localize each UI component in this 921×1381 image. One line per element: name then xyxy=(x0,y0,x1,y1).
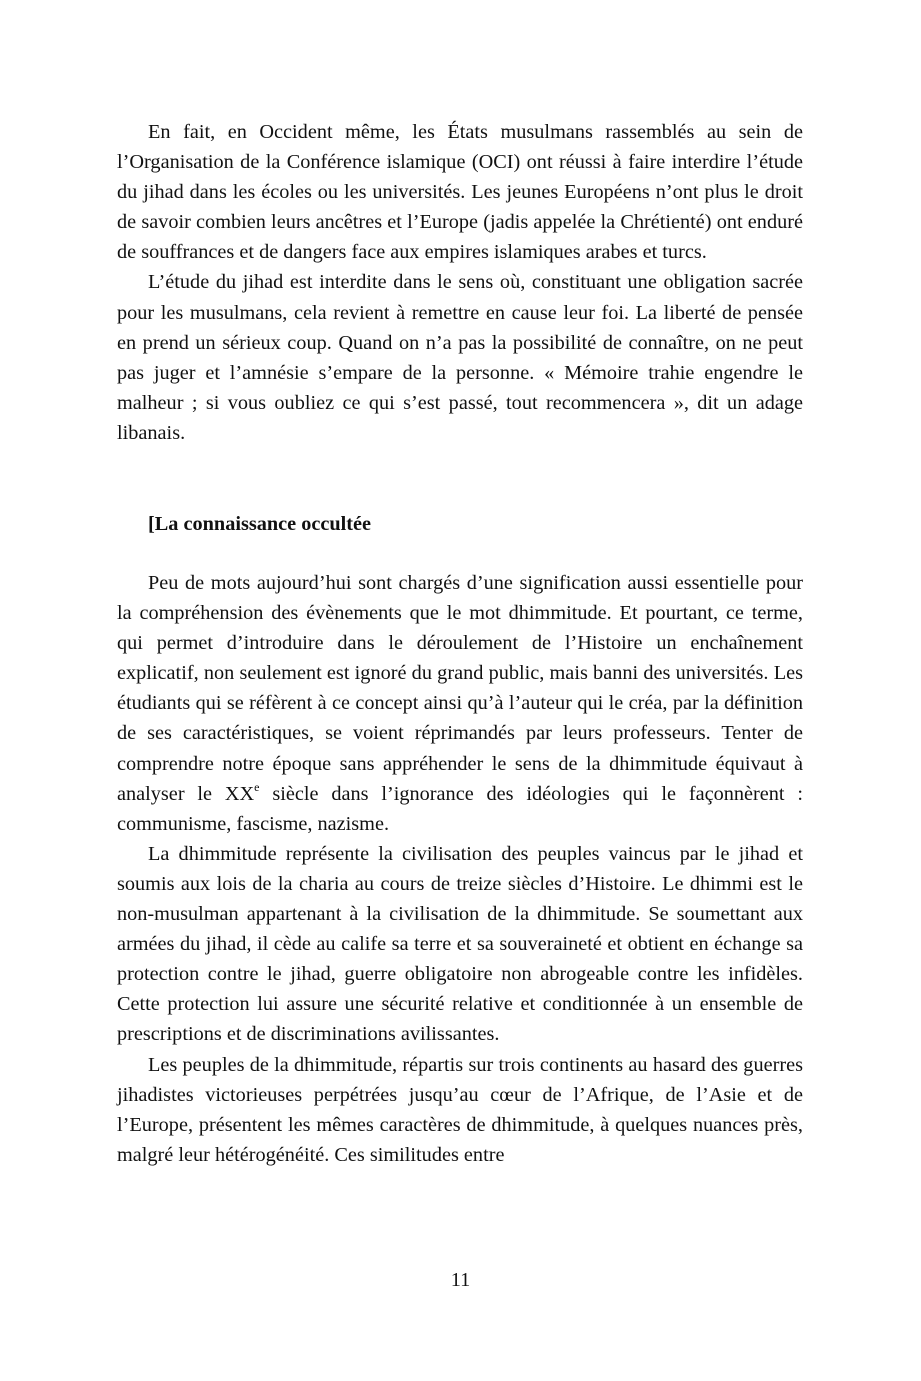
paragraph-text: Peu de mots aujourd’hui sont chargés d’une signification aussi essentielle pour la compréhension des évènements que le mot dhimmitude. Et pourtant, ce terme, qui permet d’introduire dans le déroulement de l’Histoire un enchaînement explicatif, non seulement est ignoré du grand public, mais banni des universités. Les étudiants qui se réfèrent à ce concept ainsi qu’à l’auteur qui le créa, par la définition de ses caractéristiques, se voient réprimandés par leurs professeurs. Tenter de comprendre notre époque sans appréhender le sens de la dhimmitude équivaut à analyser le XX xyxy=(117,572,803,805)
paragraph-text: siècle dans l’ignorance des idéologies qui le façonnèrent : communisme, fascisme, nazisme. xyxy=(117,782,803,835)
section-heading: [La connaissance occultée xyxy=(148,513,372,535)
superscript: e xyxy=(254,779,260,794)
paragraph: La dhimmitude représente la civilisation des peuples vaincus par le jihad et soumis aux lois de la charia au cours de treize siècles d’Histoire. Le dhimmi est le non-musulman appartenant à la civilisation de la dhimmitude. Se soumettant aux armées du jihad, il cède au calife sa terre et sa souveraineté et obtient en échange sa protection contre le jihad, guerre obligatoire non abrogeable contre les infidèles. Cette protection lui assure une sécurité relative et conditionnée à un ensemble de prescriptions et de discriminations avilissantes. xyxy=(117,842,803,1046)
paragraph: L’étude du jihad est interdite dans le sens où, constituant une obligation sacrée pour les musulmans, cela revient à remettre en cause leur foi. La liberté de pensée en prend un sérieux coup. Quand on n’a pas la possibilité de connaître, on ne peut pas juger et l’amnésie s’empare de la personne. « Mémoire trahie engendre le malheur ; si vous oubliez ce qui s’est passé, tout recommencera », dit un adage libanais. xyxy=(117,271,803,444)
section-top xyxy=(117,117,803,448)
page-number: 11 xyxy=(450,1269,471,1291)
paragraph: Les peuples de la dhimmitude, répartis sur trois continents au hasard des guerres jihadistes victorieuses perpétrées jusqu’au cœur de l’Afrique, de l’Asie et de l’Europe, présentent les mêmes caractères de dhimmitude, à quelques nuances près, malgré leur hétérogénéité. Ces similitudes entre xyxy=(117,1053,803,1166)
paragraph xyxy=(117,568,803,839)
paragraph: En fait, en Occident même, les États musulmans rassemblés au sein de l’Organisation de la Conférence islamique (OCI) ont réussi à faire interdire l’étude du jihad dans les écoles ou les universités. Les jeunes Européens n’ont plus le droit de savoir combien leurs ancêtres et l’Europe (jadis appelée la Chrétienté) ont enduré de souffrances et de dangers face aux empires islamiques arabes et turcs. xyxy=(117,121,803,264)
section-body xyxy=(117,568,803,1170)
